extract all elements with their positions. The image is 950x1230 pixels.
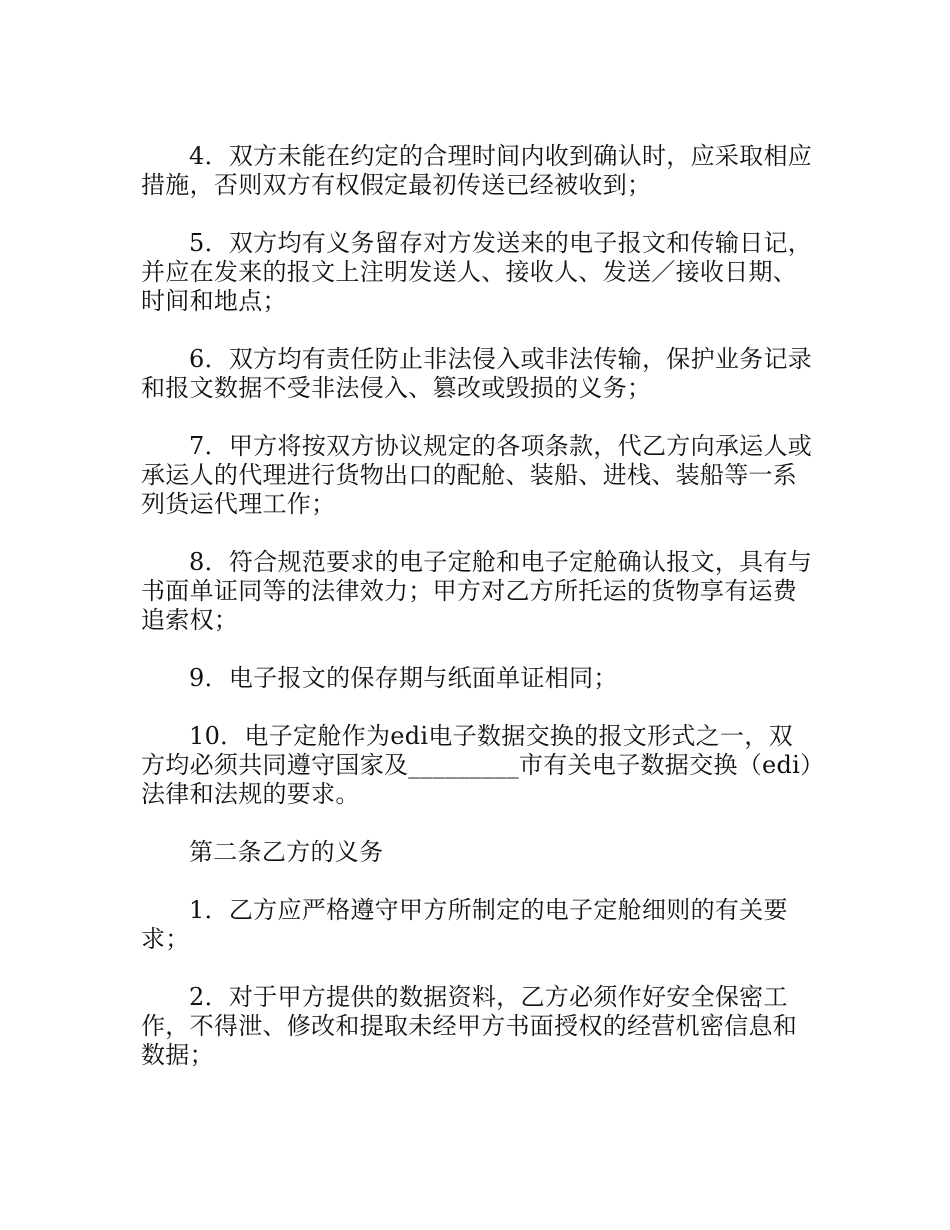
clause-5-paragraph: 5．双方均有义务留存对方发送来的电子报文和传输日记，并应在发来的报文上注明发送人、接收人、发送／接收日期、时间和地点； (141, 229, 813, 315)
clause-9-paragraph: 9．电子报文的保存期与纸面单证相同； (189, 664, 618, 692)
clause-8-paragraph: 8．符合规范要求的电子定舱和电子定舱确认报文，具有与书面单证同等的法律效力；甲方对乙方所托运的货物享有运费追索权； (141, 548, 813, 634)
section-clause-2-paragraph: 2．对于甲方提供的数据资料，乙方必须作好安全保密工作，不得泄、修改和提取未经甲方书面授权的经营机密信息和数据； (141, 983, 798, 1069)
section-heading: 第二条乙方的义务 (189, 838, 384, 866)
clause-6-paragraph: 6．双方均有责任防止非法侵入或非法传输，保护业务记录和报文数据不受非法侵入、篡改或毁损的义务； (141, 345, 813, 402)
clause-4-paragraph: 4．双方未能在约定的合理时间内收到确认时，应采取相应措施，否则双方有权假定最初传送已经被收到； (141, 142, 813, 199)
clause-7-paragraph: 7．甲方将按双方协议规定的各项条款，代乙方向承运人或承运人的代理进行货物出口的配舱、装船、进栈、装船等一系列货运代理工作； (141, 432, 813, 518)
section-clause-1-paragraph: 1．乙方应严格遵守甲方所制定的电子定舱细则的有关要求； (141, 896, 788, 953)
clause-10-paragraph: 10．电子定舱作为edi电子数据交换的报文形式之一，双方均必须共同遵守国家及_________市有关电子数据交换（edi）法律和法规的要求。 (141, 722, 813, 808)
document-body (141, 142, 813, 1099)
